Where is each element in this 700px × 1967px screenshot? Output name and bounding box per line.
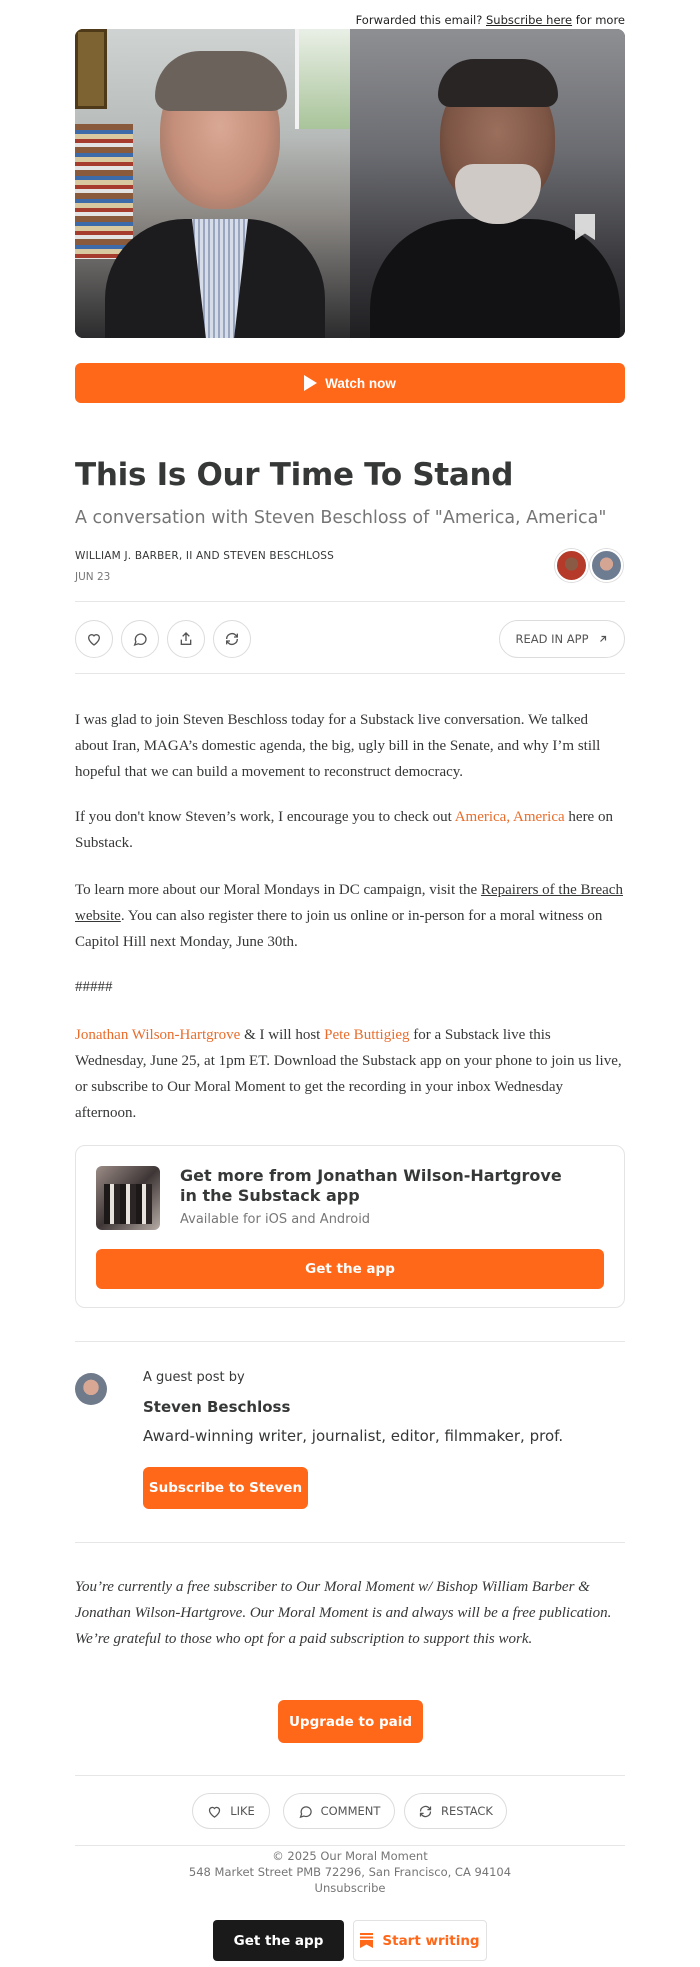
divider	[75, 1845, 625, 1846]
start-writing-label: Start writing	[382, 1932, 480, 1949]
wall-picture-frame	[75, 29, 107, 109]
comment-icon	[298, 1804, 313, 1819]
body-paragraph-4	[75, 1022, 625, 1126]
play-icon	[304, 375, 317, 391]
app-card-subtitle: Available for iOS and Android	[180, 1212, 371, 1227]
footer-copyright: © 2025 Our Moral Moment	[272, 1849, 428, 1863]
app-card-title: Get more from Jonathan Wilson-Hartgrove in the Substack app	[180, 1166, 562, 1205]
subscriber-note: You’re currently a free subscriber to Our Moral Moment w/ Bishop William Barber & Jonathan Wilson-Hartgrove. Our Moral Moment is and always will be a free publication. We’re grateful to those who opt for a paid subscription to support this work.	[75, 1579, 612, 1647]
post-authors[interactable]: WILLIAM J. BARBER, II AND STEVEN BESCHLOSS	[75, 550, 335, 562]
person-left-hair	[155, 51, 287, 111]
watch-now-label: Watch now	[325, 375, 396, 391]
restack-icon	[418, 1804, 433, 1819]
guest-avatar[interactable]	[75, 1373, 107, 1405]
america-america-link[interactable]: America, America	[454, 809, 565, 825]
footer-comment-label: COMMENT	[320, 1804, 381, 1818]
app-promo-card	[75, 1145, 625, 1308]
post-subtitle: A conversation with Steven Beschloss of "America, America"	[75, 508, 607, 528]
restack-icon	[224, 631, 240, 647]
unsubscribe-link-text[interactable]: Unsubscribe	[314, 1881, 386, 1895]
heart-icon	[207, 1804, 222, 1819]
share-button[interactable]	[167, 620, 205, 658]
author-avatar-beschloss[interactable]	[590, 549, 623, 582]
guest-post-label: A guest post by	[143, 1370, 245, 1385]
subscribe-here-link[interactable]: Subscribe here	[486, 13, 573, 27]
guest-bio: Award-winning writer, journalist, editor, filmmaker, prof.	[143, 1427, 564, 1445]
p3-text-pre: To learn more about our Moral Mondays in DC campaign, visit the	[75, 882, 481, 898]
p2-text-pre: If you don't know Steven’s work, I encourage you to check out	[75, 809, 455, 825]
footer-like-button[interactable]	[192, 1793, 270, 1829]
body-paragraph-1: I was glad to join Steven Beschloss today for a Substack live conversation. We talked about Iran, MAGA’s domestic agenda, the big, ugly bill in the Senate, and why I’m still hopeful that we can build a movement to reconstruct democracy.	[75, 712, 601, 780]
pete-buttigieg-link[interactable]: Pete Buttigieg	[324, 1027, 410, 1043]
author-avatar-barber[interactable]	[555, 549, 588, 582]
like-button[interactable]	[75, 620, 113, 658]
start-writing-button[interactable]	[353, 1920, 487, 1961]
window	[295, 29, 350, 129]
video-pane-right	[350, 29, 625, 338]
guest-name[interactable]: Steven Beschloss	[143, 1398, 291, 1416]
forwarded-suffix: for more	[575, 13, 625, 27]
footer-like-label: LIKE	[230, 1804, 255, 1818]
post-date: JUN 23	[75, 571, 111, 583]
share-icon	[178, 631, 194, 647]
p4-text-post: for a Substack live this Wednesday, June 25, at 1pm ET. Download the Substack app on your phone to join us live, or subscribe to Our Moral Moment to get the recording in your inbox Wednesday afternoon.	[75, 1027, 622, 1121]
forwarded-text: Forwarded this email?	[355, 13, 483, 27]
footer-restack-label: RESTACK	[441, 1804, 493, 1818]
substack-logo-icon	[360, 1933, 373, 1948]
repairers-of-the-breach-link[interactable]: Repairers of the Breach website	[75, 882, 623, 924]
bookshelf	[75, 124, 133, 259]
restack-button[interactable]	[213, 620, 251, 658]
body-paragraph-2	[75, 804, 625, 856]
unsubscribe-link	[0, 1881, 700, 1895]
footer-restack-button[interactable]	[404, 1793, 507, 1829]
forwarded-banner	[356, 13, 625, 27]
footer-get-the-app-button[interactable]: Get the app	[213, 1920, 344, 1961]
upgrade-to-paid-button[interactable]: Upgrade to paid	[278, 1700, 423, 1743]
p4-text-mid: & I will host	[240, 1027, 325, 1043]
watch-now-button[interactable]	[75, 363, 625, 403]
person-right-body	[370, 219, 620, 338]
arrow-up-right-icon	[597, 633, 609, 645]
heart-icon	[86, 631, 102, 647]
p3-text-post: . You can also register there to join us online or in-person for a moral witness on Capitol Hill next Monday, June 30th.	[75, 908, 603, 950]
footer-comment-button[interactable]	[283, 1793, 395, 1829]
divider	[75, 1341, 625, 1342]
person-right-beard	[455, 164, 541, 224]
divider	[75, 1542, 625, 1543]
section-separator: #####	[75, 979, 113, 995]
divider	[75, 1775, 625, 1776]
publication-thumbnail	[96, 1166, 160, 1230]
person-right-hair	[438, 59, 558, 107]
jonathan-wilson-hartgrove-link[interactable]: Jonathan Wilson-Hartgrove	[75, 1027, 241, 1043]
comment-icon	[132, 631, 148, 647]
comment-button[interactable]	[121, 620, 159, 658]
divider	[75, 673, 625, 674]
post-title[interactable]: This Is Our Time To Stand	[75, 457, 514, 493]
read-in-app-button[interactable]	[499, 620, 625, 658]
footer-address: 548 Market Street PMB 72296, San Francisco, CA 94104	[188, 1865, 512, 1879]
video-thumbnail[interactable]	[75, 29, 625, 338]
body-paragraph-3	[75, 877, 625, 955]
subscribe-to-steven-button[interactable]: Subscribe to Steven	[143, 1467, 308, 1509]
get-the-app-button[interactable]: Get the app	[96, 1249, 604, 1289]
read-in-app-label: READ IN APP	[515, 632, 589, 646]
p2-text-post: here on Substack.	[75, 809, 613, 851]
divider	[75, 601, 625, 602]
video-pane-left	[75, 29, 350, 338]
